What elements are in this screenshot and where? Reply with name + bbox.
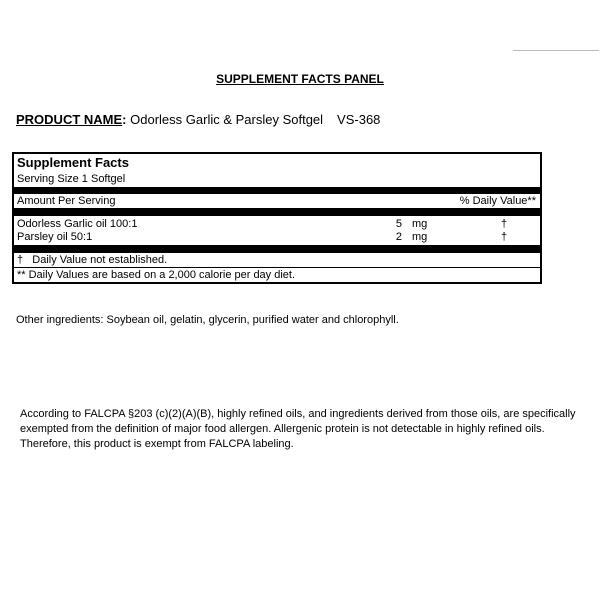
product-name-label: PRODUCT NAME (16, 112, 123, 127)
ingredient-daily-value: † (501, 231, 508, 243)
serving-size: Serving Size 1 Softgel (17, 173, 126, 185)
product-name-colon: : (122, 112, 127, 127)
panel-title: SUPPLEMENT FACTS PANEL (216, 72, 384, 86)
ingredient-daily-value: † (501, 218, 508, 230)
ingredient-row (14, 218, 540, 231)
thick-divider (14, 245, 540, 253)
dagger-footnote: † Daily Value not established. (17, 254, 168, 266)
other-ingredients: Other ingredients: Soybean oil, gelatin, glycerin, purified water and chlorophyll. (16, 314, 399, 326)
facts-title: Supplement Facts (17, 155, 129, 170)
ingredient-amount: 2 (395, 231, 402, 243)
ingredient-unit: mg (412, 231, 428, 243)
amount-per-serving-label: Amount Per Serving (17, 195, 116, 207)
ingredient-amount: 5 (395, 218, 402, 230)
ingredient-name: Odorless Garlic oil 100:1 (17, 218, 138, 230)
ingredient-name: Parsley oil 50:1 (17, 231, 93, 243)
daily-values-footnote: ** Daily Values are based on a 2,000 calorie per day diet. (17, 269, 296, 281)
product-code: VS-368 (337, 112, 381, 127)
thin-divider (14, 267, 540, 268)
corner-divider (513, 50, 599, 51)
product-name-value: Odorless Garlic & Parsley Softgel (130, 112, 324, 127)
ingredient-unit: mg (412, 218, 428, 230)
supplement-facts-box (12, 152, 542, 284)
falcpa-statement: According to FALCPA §203 (c)(2)(A)(B), highly refined oils, and ingredients derived from those oils, are specifically exempted from the definition of major food allergen. Allergenic protein is not detectable in highly refined oils. Therefore, this product is exempt from FALCPA labeling. (20, 408, 576, 450)
thick-divider (14, 187, 540, 194)
product-line (16, 112, 380, 127)
thick-divider (14, 208, 540, 216)
daily-value-header: % Daily Value** (459, 195, 536, 207)
ingredient-row (14, 231, 540, 244)
